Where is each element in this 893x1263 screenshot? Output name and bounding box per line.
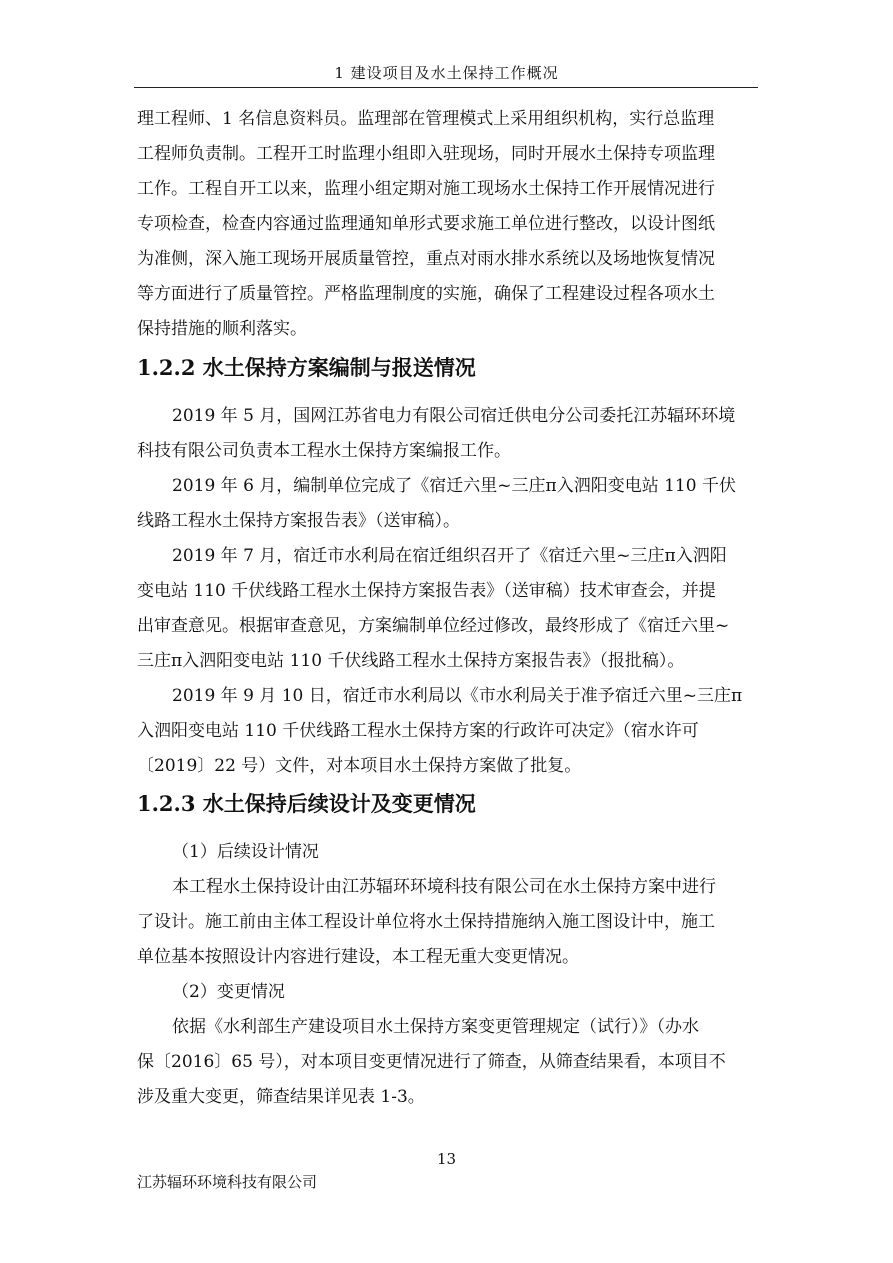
body-line: 工程师负责制。工程开工时监理小组即入驻现场，同时开展水土保持专项监理	[137, 144, 715, 164]
body-line: 等方面进行了质量管控。严格监理制度的实施，确保了工程建设过程各项水土	[137, 284, 715, 304]
header-divider	[134, 87, 758, 88]
body-line: 保持措施的顺利落实。	[137, 319, 307, 339]
section-heading-1-2-3: 1.2.3 水土保持后续设计及变更情况	[137, 791, 476, 816]
body-line: 单位基本按照设计内容进行建设，本工程无重大变更情况。	[137, 947, 579, 967]
subsection-title: （1）后续设计情况	[172, 842, 319, 862]
subsection-title: （2）变更情况	[172, 982, 285, 1002]
body-line: 为准侧，深入施工现场开展质量管控，重点对雨水排水系统以及场地恢复情况	[137, 249, 715, 269]
body-line: 专项检查，检查内容通过监理通知单形式要求施工单位进行整改，以设计图纸	[137, 214, 715, 234]
body-line: 变电站 110 千伏线路工程水土保持方案报告表》（送审稿）技术审查会，并提	[137, 581, 716, 601]
body-line: 工作。工程自开工以来，监理小组定期对施工现场水土保持工作开展情况进行	[137, 179, 715, 199]
body-line: 〔2019〕22 号）文件，对本项目水土保持方案做了批复。	[137, 756, 582, 776]
section-heading-1-2-2: 1.2.2 水土保持方案编制与报送情况	[137, 355, 476, 380]
body-line: 入泗阳变电站 110 千伏线路工程水土保持方案的行政许可决定》（宿水许可	[137, 721, 699, 741]
footer-company: 江苏辐环环境科技有限公司	[137, 1173, 318, 1191]
running-header: 1 建设项目及水土保持工作概况	[334, 64, 559, 82]
body-line: 科技有限公司负责本工程水土保持方案编报工作。	[137, 441, 511, 461]
body-line: 理工程师、1 名信息资料员。监理部在管理模式上采用组织机构，实行总监理	[137, 109, 715, 129]
body-line: 线路工程水土保持方案报告表》（送审稿）。	[137, 511, 460, 531]
body-line: 2019 年 7 月，宿迁市水利局在宿迁组织召开了《宿迁六里~三庄π入泗阳	[172, 546, 727, 566]
body-line: 出审查意见。根据审查意见，方案编制单位经过修改，最终形成了《宿迁六里~	[137, 616, 730, 636]
body-line: 2019 年 9 月 10 日，宿迁市水利局以《市水利局关于准予宿迁六里~三庄π	[172, 686, 743, 706]
body-line: 2019 年 5 月，国网江苏省电力有限公司宿迁供电分公司委托江苏辐环环境	[172, 406, 736, 426]
body-line: 2019 年 6 月，编制单位完成了《宿迁六里~三庄π入泗阳变电站 110 千伏	[172, 476, 736, 496]
body-line: 依据《水利部生产建设项目水土保持方案变更管理规定（试行）》（办水	[172, 1017, 699, 1037]
body-line: 涉及重大变更，筛查结果详见表 1-3。	[137, 1087, 425, 1107]
page-number: 13	[436, 1150, 457, 1168]
body-line: 了设计。施工前由主体工程设计单位将水土保持措施纳入施工图设计中，施工	[137, 912, 715, 932]
body-line: 本工程水土保持设计由江苏辐环环境科技有限公司在水土保持方案中进行	[172, 877, 716, 897]
body-line: 保〔2016〕65 号），对本项目变更情况进行了筛查，从筛查结果看，本项目不	[137, 1052, 726, 1072]
body-line: 三庄π入泗阳变电站 110 千伏线路工程水土保持方案报告表》（报批稿）。	[137, 651, 685, 671]
